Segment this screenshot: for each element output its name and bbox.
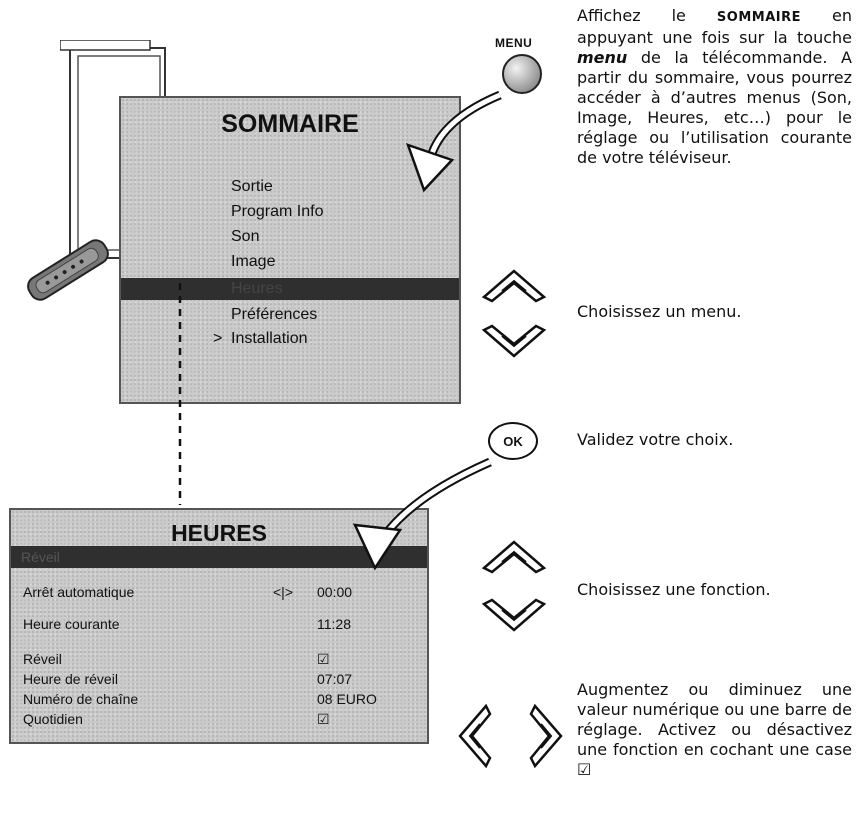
down-arrow-button-function[interactable] xyxy=(478,596,550,636)
sommaire-item-image[interactable]: Image xyxy=(231,253,276,270)
sommaire-title: SOMMAIRE xyxy=(221,110,359,138)
row-checkbox: ☑ xyxy=(317,711,330,727)
up-arrow-button-menu[interactable] xyxy=(478,265,550,305)
intro-sommaire: SOMMAIRE xyxy=(716,10,801,25)
intro-text-3: de la télécommande. A partir du sommaire, vous pourrez accéder à d’autres menus (Son, Image, Heures, etc…) pour le réglage ou l’utilisation courante de votre téléviseur. xyxy=(577,48,852,167)
sommaire-item-installation-prefix: > xyxy=(213,330,223,347)
row-value: 07:07 xyxy=(317,671,353,687)
intro-text-1: Affichez le xyxy=(577,6,717,25)
row-label: Heure courante xyxy=(23,616,120,632)
instruction-adjust: Augmentez ou diminuez une valeur numérique ou une barre de réglage. Activez ou désactivez une fonction en cochant une case ☑ xyxy=(577,680,852,779)
row-value: 00:00 xyxy=(317,584,353,600)
menu-button-label: MENU xyxy=(495,36,533,50)
instruction-choose-function: Choisissez une fonction. xyxy=(577,580,771,599)
instruction-validate: Validez votre choix. xyxy=(577,430,734,449)
sommaire-item-installation[interactable]: Installation xyxy=(231,330,308,347)
row-label: Numéro de chaîne xyxy=(23,691,139,707)
sommaire-item-heures[interactable]: Heures xyxy=(231,280,283,297)
instruction-intro xyxy=(577,6,852,168)
sommaire-item-son[interactable]: Son xyxy=(231,228,260,245)
row-indicator: <|> xyxy=(273,584,293,600)
menu-button[interactable] xyxy=(500,52,544,96)
left-arrow-button[interactable] xyxy=(452,700,494,772)
up-arrow-button-function[interactable] xyxy=(478,536,550,576)
row-value: 08 EURO xyxy=(317,691,377,707)
row-label: Réveil xyxy=(23,651,62,667)
right-arrow-button[interactable] xyxy=(527,700,569,772)
down-arrow-button-menu[interactable] xyxy=(478,322,550,362)
row-checkbox: ☑ xyxy=(317,651,330,667)
row-label: Quotidien xyxy=(23,711,83,727)
row-value: 11:28 xyxy=(317,616,351,632)
sommaire-item-preferences[interactable]: Préférences xyxy=(231,306,318,323)
heures-highlight-label: Réveil xyxy=(21,549,60,565)
row-label: Arrêt automatique xyxy=(23,584,135,600)
sommaire-item-sortie[interactable]: Sortie xyxy=(231,178,273,195)
row-label: Heure de réveil xyxy=(23,671,118,687)
sommaire-item-program-info[interactable]: Program Info xyxy=(231,203,324,220)
ok-button-label: OK xyxy=(503,433,523,449)
instruction-choose-menu: Choisissez un menu. xyxy=(577,302,742,321)
ok-button[interactable] xyxy=(488,422,538,460)
heures-title: HEURES xyxy=(171,520,267,546)
intro-menu-key: menu xyxy=(577,48,628,67)
intro-text-2: en appuyant une fois sur la touche xyxy=(577,6,852,47)
